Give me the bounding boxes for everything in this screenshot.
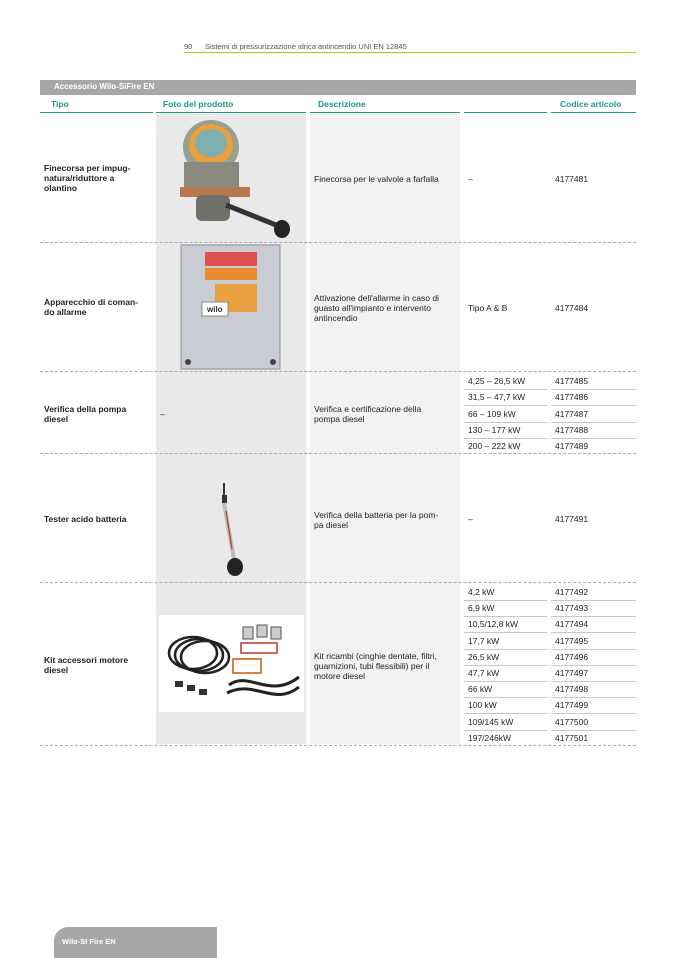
row-descrizione: Kit ricambi (cinghie dentate, filtri, guarnizioni, tubi flessibili) per il motore diesel — [314, 651, 437, 681]
row-codice: 4177491 — [555, 514, 589, 524]
row-tipo: Tester acido batteria — [44, 514, 127, 524]
variant-divider — [551, 389, 636, 390]
variant-codice: 4177492 — [555, 587, 589, 597]
variant-codice: 4177498 — [555, 684, 589, 695]
variant-divider — [464, 730, 547, 731]
variant-range: 47,7 kW — [468, 668, 500, 678]
variant-divider — [551, 713, 636, 714]
variant-codice: 4177497 — [555, 668, 589, 678]
variant-codice: 4177488 — [555, 424, 589, 435]
variant-divider — [551, 730, 636, 731]
variant-divider — [551, 600, 636, 601]
variant-range: 26,5 kW — [468, 651, 500, 662]
variant-codice: 4177485 — [555, 376, 589, 386]
col-header-descrizione — [310, 98, 460, 113]
variant-divider — [551, 616, 636, 617]
battery-tester-photo — [220, 483, 250, 581]
variant-range: 66 kW — [468, 684, 493, 695]
variant-divider — [464, 405, 547, 406]
row-variant: Tipo A & B — [468, 303, 508, 313]
variant-codice: 4177501 — [555, 732, 589, 743]
variant-range: 109/145 kW — [468, 716, 514, 727]
variant-range: 130 – 177 kW — [468, 424, 521, 435]
alarm-panel-photo — [180, 244, 281, 370]
variant-divider — [464, 616, 547, 617]
wilo-logo-label: wilo — [207, 305, 223, 314]
variant-divider — [551, 422, 636, 423]
col-codice-label: Codice articolo — [560, 99, 622, 109]
page-number: 90 — [184, 42, 193, 51]
variant-divider — [464, 697, 547, 698]
variant-divider — [464, 389, 547, 390]
footer-label: Wilo-SI Fire EN — [62, 937, 116, 946]
variant-divider — [464, 665, 547, 666]
variant-divider — [551, 405, 636, 406]
row-descrizione: Attivazione dell'allarme in caso di guasto all'impianto e intervento antincendio — [314, 293, 439, 323]
row-foto-dash: – — [160, 409, 165, 419]
page-header — [184, 42, 636, 53]
variant-codice: 4177489 — [555, 441, 589, 452]
col-foto-label: Foto del prodotto — [163, 99, 234, 109]
variant-range: 4,25 – 26,5 kW — [468, 376, 526, 386]
variant-divider — [551, 632, 636, 633]
col-tipo-label: Tipo — [51, 99, 69, 109]
row-variant: – — [468, 174, 473, 184]
variant-codice: 4177499 — [555, 700, 589, 711]
variant-codice: 4177496 — [555, 651, 589, 662]
row-descrizione: Verifica della batteria per la pom- pa diesel — [314, 510, 439, 530]
variant-codice: 4177500 — [555, 716, 589, 727]
variant-range: 6,9 kW — [468, 603, 495, 614]
variant-divider — [464, 649, 547, 650]
col-header-variant — [464, 98, 547, 113]
col-header-foto — [156, 98, 306, 113]
variant-codice: 4177495 — [555, 635, 589, 646]
variant-divider — [464, 713, 547, 714]
variant-divider — [551, 649, 636, 650]
row-codice: 4177484 — [555, 303, 589, 313]
variant-codice: 4177493 — [555, 603, 589, 614]
variant-divider — [464, 681, 547, 682]
row-tipo: Finecorsa per impug- natura/riduttore a olantino — [44, 163, 131, 193]
row-tipo: Apparecchio di coman- do allarme — [44, 297, 138, 317]
variant-range: 197/246kW — [468, 732, 511, 743]
variant-range: 100 kW — [468, 700, 497, 711]
header-title: Sistemi di pressurizzazione idrica antincendio UNI EN 12845 — [205, 42, 407, 51]
variant-divider — [551, 681, 636, 682]
variant-range: 66 – 109 kW — [468, 408, 516, 419]
row-divider — [40, 745, 636, 746]
variant-divider — [464, 438, 547, 439]
row-codice: 4177481 — [555, 174, 589, 184]
row-tipo: Verifica della pompa diesel — [44, 404, 127, 424]
variant-range: 10,5/12,8 kW — [468, 619, 519, 630]
variant-divider — [464, 600, 547, 601]
variant-range: 31,5 – 47,7 kW — [468, 392, 526, 403]
row-variant: – — [468, 514, 473, 524]
section-title: Accessorio Wilo-SiFire EN — [54, 82, 155, 91]
variant-divider — [551, 665, 636, 666]
row-divider — [40, 453, 636, 454]
variant-divider — [464, 422, 547, 423]
variant-divider — [464, 632, 547, 633]
col-header-tipo — [40, 98, 153, 113]
variant-codice: 4177494 — [555, 619, 589, 630]
row-descrizione: Finecorsa per le valvole a farfalla — [314, 174, 439, 184]
col-descrizione-label: Descrizione — [318, 99, 366, 109]
limit-switch-photo — [166, 117, 296, 239]
section-band — [40, 80, 636, 95]
row-divider — [40, 582, 636, 583]
diesel-kit-photo — [159, 615, 304, 712]
col-header-codice — [551, 98, 636, 113]
row-divider — [40, 371, 636, 372]
footer-tab — [54, 927, 217, 958]
variant-divider — [551, 438, 636, 439]
variant-divider — [551, 697, 636, 698]
variant-range: 200 – 222 kW — [468, 441, 521, 452]
variant-range: 4,2 kW — [468, 587, 495, 597]
variant-codice: 4177486 — [555, 392, 589, 403]
description-column-bg — [310, 114, 460, 744]
variant-range: 17,7 kW — [468, 635, 500, 646]
variant-codice: 4177487 — [555, 408, 589, 419]
row-divider — [40, 242, 636, 243]
row-tipo: Kit accessori motore diesel — [44, 655, 129, 675]
row-descrizione: Verifica e certificazione della pompa diesel — [314, 404, 422, 424]
